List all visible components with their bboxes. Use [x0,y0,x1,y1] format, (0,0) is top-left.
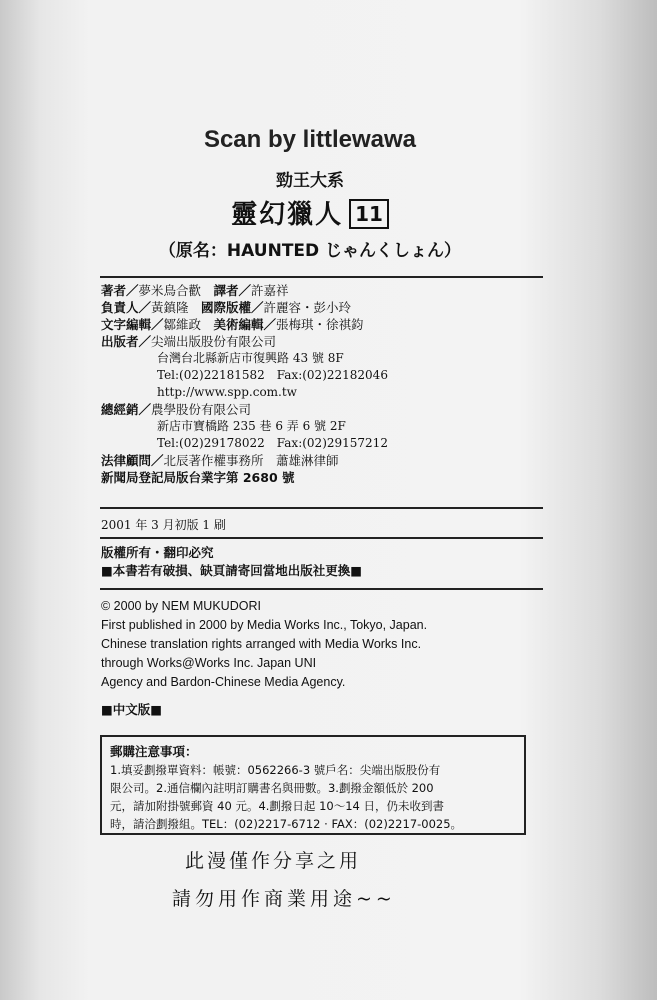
intl-rights-value: 許麗容・彭小玲 [263,300,352,315]
mail-order-line-2: 限公司。2.通信欄內註明訂購書名與冊數。3.劃撥金額低於 200 [110,781,434,795]
copyright-line: © 2000 by NEM MUKUDORI [101,599,261,613]
translation-rights-line: Chinese translation rights arranged with Media Works Inc. [101,637,422,651]
distributor-key: 總經銷／ [101,402,152,417]
mail-order-line-1: 1.填妥劃撥單資料：帳號：0562266-3 號戶名：尖端出版股份有 [110,763,441,777]
text-editor-value: 鄒維政 [163,317,214,332]
responsible-key: 負責人／ [101,300,152,315]
translator-key: 譯者／ [213,283,252,298]
share-notice-line-1: 此漫僅作分享之用 [185,850,362,872]
mail-order-line-3: 元，請加附掛號郵資 40 元。4.劃撥日起 10～14 日，仍未收到書 [110,799,444,813]
scan-credit: Scan by littlewawa [203,126,417,153]
book-title: 靈幻獵人 [231,200,344,230]
divider-4 [100,588,543,590]
responsible-value: 黃鎮隆 [151,300,202,315]
chinese-edition-label: ■中文版■ [101,702,163,717]
agency-line: Agency and Bardon-Chinese Media Agency. [101,675,346,689]
english-copyright [101,597,427,692]
legal-value: 北辰著作權事務所 蕭雄淋律師 [163,453,339,468]
book-title-row [0,194,620,231]
publisher-key: 出版者／ [101,334,152,349]
publisher-url: http://www.spp.com.tw [157,385,297,399]
rights-reserved: 版權所有・翻印必究 [101,545,214,560]
share-notice-line-2: 請勿用作商業用途~~ [172,888,396,910]
first-published-line: First published in 2000 by Media Works Inc., Tokyo, Japan. [101,618,428,632]
publisher-value: 尖端出版股份有限公司 [151,334,277,349]
art-editor-value: 張梅琪・徐祺鈞 [276,317,364,332]
legal-line [101,452,551,469]
editors-line [101,316,551,333]
divider-top [100,276,543,278]
damage-return-notice: ■本書若有破損、缺頁請寄回當地出版社更換■ [101,563,363,578]
translator-value: 許嘉祥 [251,283,289,298]
publisher-line [101,333,551,350]
publisher-address: 台灣台北縣新店市復興路 43 號 8F [157,351,344,365]
author-key: 著者／ [101,283,139,298]
intl-rights-key: 國際版權／ [201,300,264,315]
print-date: 2001 年 3 月初版 1 刷 [101,518,226,532]
mail-order-notice-box [100,735,526,835]
mail-order-title: 郵購注意事項： [110,744,198,759]
mail-order-line-4: 時，請洽劃撥組。TEL：(02)2217-6712 · FAX：(02)2217-0025。 [110,817,463,831]
series-name: 勁王大系 [276,171,344,191]
rights-block [101,544,362,580]
legal-key: 法律顧問／ [101,453,164,468]
distributor-address: 新店市寶橋路 235 巷 6 弄 6 號 2F [157,419,346,433]
author-translator-line [101,282,551,299]
through-agency-line: through Works@Works Inc. Japan UNI [101,656,317,670]
registration-line: 新聞局登記局版台業字第 2680 號 [101,470,295,485]
distributor-line [101,401,551,418]
volume-number: 11 [349,199,389,229]
credits-block [101,282,551,486]
art-editor-key: 美術編輯／ [213,317,277,332]
publisher-tel-fax: Tel:(02)22181582 Fax:(02)22182046 [157,368,388,382]
distributor-tel-fax: Tel:(02)29178022 Fax:(02)29157212 [157,436,388,450]
divider-2 [100,507,543,509]
text-editor-key: 文字編輯／ [101,317,164,332]
author-value: 夢米鳥合歡 [138,283,214,298]
distributor-value: 農學股份有限公司 [151,402,252,417]
responsible-rights-line [101,299,551,316]
original-title: （原名：HAUNTED じゃんくしょん） [158,241,462,261]
divider-3 [100,537,543,539]
